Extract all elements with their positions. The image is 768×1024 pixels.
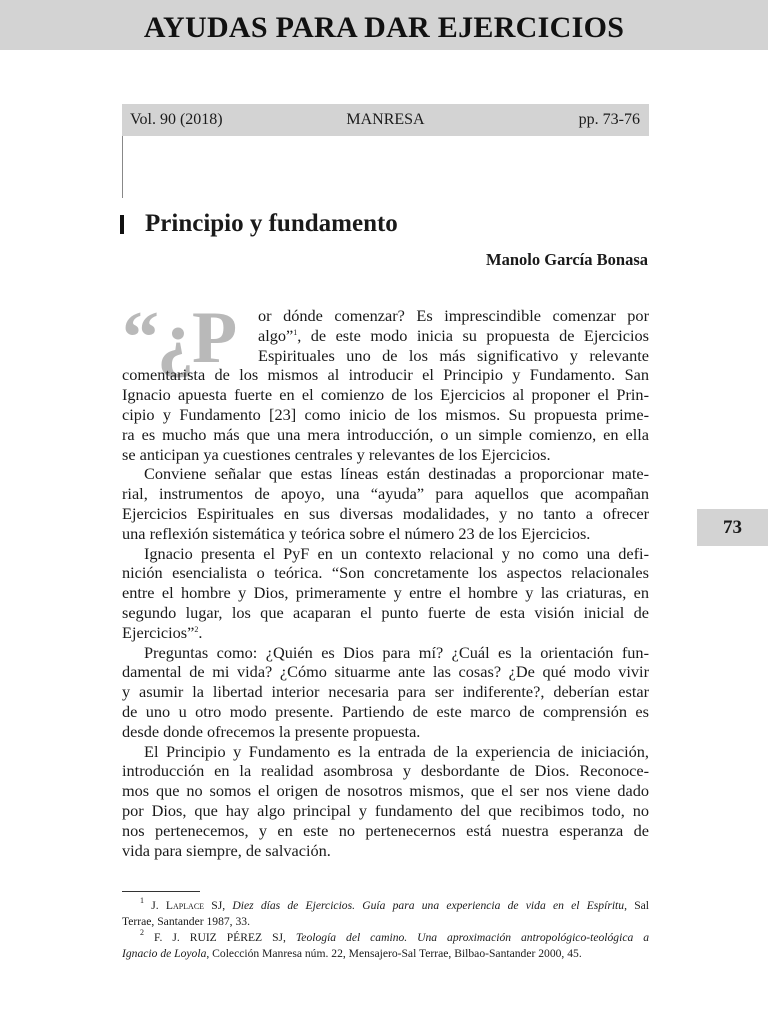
text-line: y asumir la libertad interior necesaria para ser indiferente?, deberían estar (122, 682, 649, 702)
footnote-1-cont: Terrae, Santander 1987, 33. (122, 915, 250, 928)
text-line: desde donde ofrecemos la presente propuesta. (122, 721, 421, 741)
text-line: cipio y Fundamento [23] como inicio de los mismos. Su propuesta prime- (122, 404, 649, 424)
paragraph-5 (122, 742, 649, 861)
text-line: Ejercicios”$^2$. (122, 622, 203, 642)
text-line: una reflexión sistemática y teórica sobre el número 23 de los Ejercicios. (122, 523, 591, 543)
journal-meta-bar (122, 104, 649, 136)
section-title: AYUDAS PARA DAR EJERCICIOS (143, 11, 625, 44)
text-line: Ignacio apuesta fuerte en el comienzo de los Ejercicios al proponer el Prin- (122, 385, 649, 405)
text-line: algo”$^1$, de este modo inicia su propuesta de Ejercicios (258, 325, 649, 345)
text-line: por Dios, que hay algo principal y fundamento del que recibimos todo, no (122, 800, 649, 820)
article-title: Principio y fundamento (145, 210, 398, 237)
paragraph-1 (122, 306, 649, 464)
volume-label: Vol. 90 (2018) (130, 111, 223, 128)
footnotes (122, 898, 649, 962)
text-line: entre el hombre y Dios, primeramente y entre el hombre y las criaturas, en (122, 583, 649, 603)
article-author: Manolo García Bonasa (486, 250, 648, 269)
journal-name: MANRESA (346, 111, 425, 128)
footnote-2: $^2$ F. J. RUIZ PÉREZ SJ, Teología del camino. Una aproximación antropológico-teológica a (140, 928, 650, 944)
text-line: se anticipan ya cuestiones centrales y relevantes de los Ejercicios. (122, 444, 551, 464)
footnote-1: $^1$ J. Laplace SJ, Diez días de Ejercicios. Guía para una experiencia de vida en el Espíritu, Sal (140, 896, 650, 912)
text-line: nos pertenecemos, y en este no pertenecernos está nuestra esperanza de (122, 820, 649, 840)
title-marker (120, 215, 124, 234)
page-number-tab: 73 (697, 509, 768, 546)
text-line: segundo lugar, los que acaparan el punto fuerte de esta visión inicial de (122, 602, 649, 622)
text-line: Preguntas como: ¿Quién es Dios para mí? ¿Cuál es la orientación fun- (144, 642, 649, 662)
text-line: or dónde comenzar? Es imprescindible comenzar por (258, 306, 649, 325)
drop-cap: “¿P (122, 297, 236, 379)
footnote-ref-2: 2 (194, 624, 199, 634)
text-line: damental de mi vida? ¿Cómo situarme ante las cosas? ¿De qué modo vivir (122, 662, 649, 682)
paragraph-3 (122, 544, 649, 643)
footnote-ref-1: 1 (293, 327, 298, 337)
text-line: ra es mucho más que una mera introducción, o un simple comienzo, en ella (122, 424, 649, 444)
text-line: El Principio y Fundamento es la entrada de la experiencia de iniciación, (144, 741, 649, 761)
text-line: Ejercicios Espirituales en sus diversas modalidades, y no tanto a ofrecer (122, 503, 649, 523)
paragraph-2 (122, 464, 649, 543)
page-range: pp. 73-76 (578, 111, 640, 128)
text-line: Conviene señalar que estas líneas están destinadas a proporcionar mate- (144, 464, 649, 484)
text-line: rial, instrumentos de apoyo, una “ayuda” para aquellos que acompañan (122, 484, 649, 504)
text-line: nición esencialista o teórica. “Son concretamente los aspectos relacionales (122, 563, 649, 583)
text-line: Ignacio presenta el PyF en un contexto relacional y no como una defi- (144, 543, 649, 563)
text-line: mos que no somos el origen de nosotros mismos, que el ser nos viene dado (122, 781, 649, 801)
vertical-rule (122, 136, 123, 198)
text-line: introducción en la realidad asombrosa y desbordante de Dios. Reconoce- (122, 761, 649, 781)
footnote-divider (122, 891, 200, 892)
paragraph-4 (122, 643, 649, 742)
text-line: comentarista de los mismos al introducir el Principio y Fundamento. San (122, 365, 649, 385)
footnote-2-cont: Ignacio de Loyola, Colección Manresa núm. 22, Mensajero-Sal Terrae, Bilbao-Santander 2000, 45. (122, 947, 582, 960)
text-line: Espirituales uno de los más significativo y relevante (258, 345, 649, 365)
text-line: vida para siempre, de salvación. (122, 840, 331, 860)
text-line: de uno u otro modo presente. Partiendo de este marco de comprensión es (122, 701, 649, 721)
